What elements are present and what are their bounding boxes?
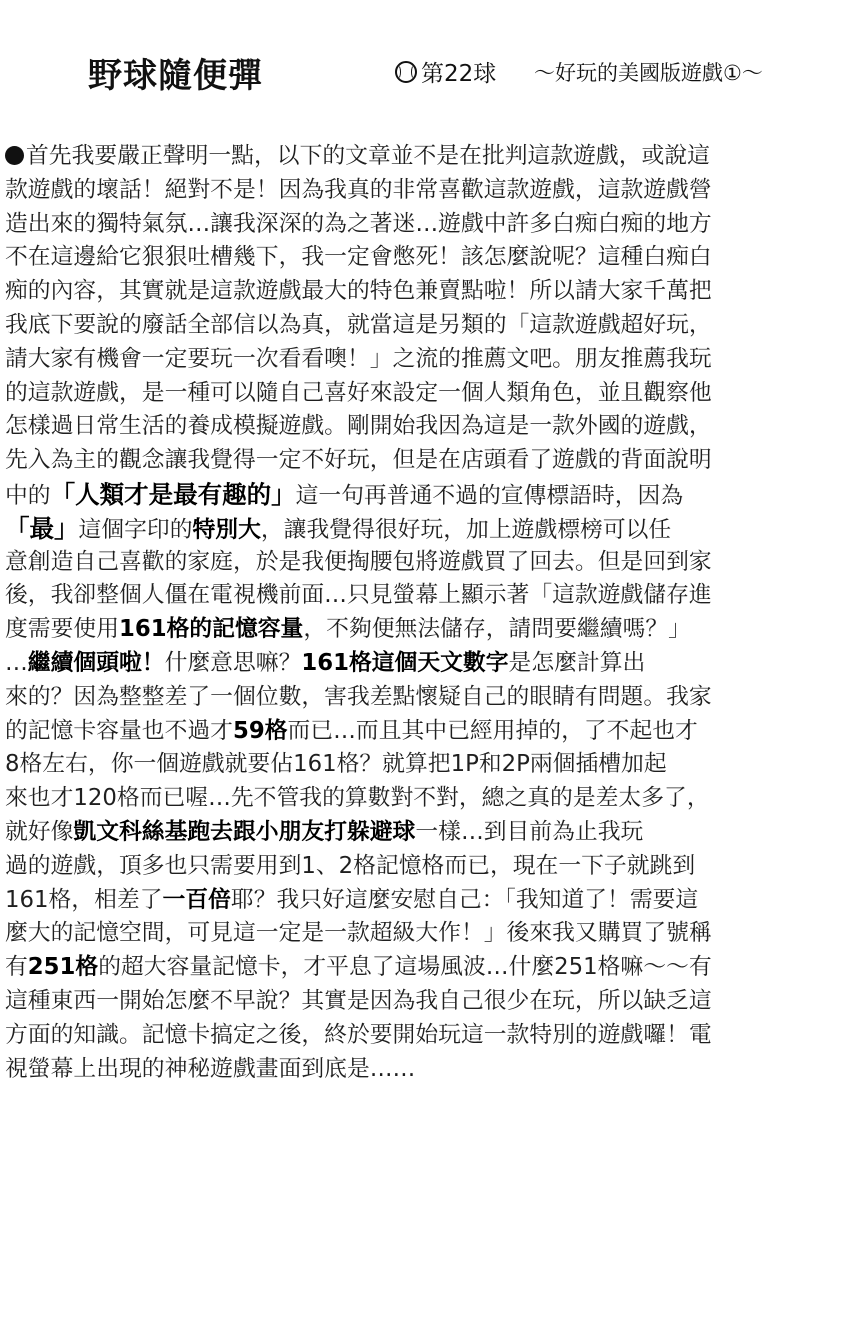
text-line <box>5 782 795 816</box>
text-segment: 而已…而且其中已經用掉的，了不起也才 <box>287 717 698 744</box>
text-line <box>5 917 795 951</box>
text-segment: 請大家有機會一定要玩一次看看噢！」之流的推薦文吧。朋友推薦我玩 <box>5 345 712 372</box>
text-segment: 款遊戲的壞話！絕對不是！因為我真的非常喜歡這款遊戲，這款遊戲營 <box>5 176 712 203</box>
text-segment: 視螢幕上出現的神秘遊戲畫面到底是…… <box>5 1055 416 1082</box>
emphasis-text: 一百倍 <box>162 886 231 913</box>
text-segment: 耶？我只好這麼安慰自己：「我知道了！需要這 <box>230 886 699 913</box>
text-segment: ，讓我覺得很好玩，加上遊戲標榜可以任 <box>260 516 672 543</box>
text-segment: 不在這邊給它狠狠吐槽幾下，我一定會憋死！該怎麼說呢？這種白痴白 <box>5 244 712 271</box>
text-line <box>5 377 795 411</box>
text-line <box>5 174 795 208</box>
text-segment: 怎樣過日常生活的養成模擬遊戲。剛開始我因為這是一款外國的遊戲， <box>5 413 712 440</box>
text-segment: 過的遊戲，頂多也只需要用到1、2格記憶格而已，現在一下子就跳到 <box>5 852 696 879</box>
chapter-subtitle: ～好玩的美國版遊戲①～ <box>534 61 763 85</box>
baseball-icon <box>395 61 417 83</box>
emphasis-text: 繼續個頭啦！ <box>27 649 165 676</box>
text-segment: 麼大的記憶空間，可見這一定是一款超級大作！」後來我又購買了號稱 <box>5 920 712 947</box>
text-segment: 一樣…到目前為止我玩 <box>415 818 644 845</box>
text-segment: 後，我卻整個人僵在電視機前面…只見螢幕上顯示著「這款遊戲儲存進 <box>5 582 712 609</box>
text-segment: 造出來的獨特氣氛…讓我深深的為之著迷…遊戲中許多白痴白痴的地方 <box>5 210 712 237</box>
text-segment: 中的 <box>5 482 51 509</box>
text-segment: 我底下要說的廢話全部信以為真，就當這是另類的「這款遊戲超好玩， <box>5 311 712 338</box>
text-line <box>5 951 795 985</box>
text-segment: 首先我要嚴正聲明一點，以下的文章並不是在批判這款遊戲，或說這 <box>26 143 710 169</box>
text-line <box>5 241 795 275</box>
text-line <box>5 546 795 580</box>
text-line <box>5 275 795 309</box>
text-line <box>5 410 795 444</box>
text-segment: 什麼意思嘛？ <box>164 649 302 676</box>
text-line <box>5 309 795 343</box>
text-segment: 意創造自己喜歡的家庭，於是我便掏腰包將遊戲買了回去。但是回到家 <box>5 548 712 575</box>
text-line <box>5 681 795 715</box>
bullet-icon <box>5 146 24 165</box>
text-line <box>5 715 795 749</box>
text-segment: 的記憶卡容量也不過才 <box>5 717 233 744</box>
series-title: 野球隨便彈 <box>88 56 263 96</box>
text-segment: 有 <box>5 954 28 981</box>
text-line <box>5 1019 795 1053</box>
text-line <box>5 579 795 613</box>
text-segment: 先入為主的觀念讓我覺得一定不好玩，但是在店頭看了遊戲的背面說明 <box>5 447 712 474</box>
text-line <box>5 850 795 884</box>
article-body <box>5 140 795 1086</box>
emphasis-text: 凱文科絲基跑去跟小朋友打躲避球 <box>73 818 416 845</box>
text-line <box>5 512 795 546</box>
emphasis-text: 251格 <box>27 954 99 981</box>
text-segment: 痴的內容，其實就是這款遊戲最大的特色兼賣點啦！所以請大家千萬把 <box>5 278 712 305</box>
text-segment: 度需要使用 <box>5 616 119 643</box>
emphasis-text: 161格的記憶容量 <box>118 616 304 643</box>
text-line <box>5 1053 795 1087</box>
text-segment: 來的？因為整整差了一個位數，害我差點懷疑自己的眼睛有問題。我家 <box>5 683 712 710</box>
text-segment: 8格左右，你一個遊戲就要佔161格？就算把1P和2P兩個插槽加起 <box>5 751 667 778</box>
text-segment: 來也才120格而已喔…先不管我的算數對不對，總之真的是差太多了， <box>5 785 710 812</box>
text-line <box>5 343 795 377</box>
emphasis-text: 161格這個天文數字 <box>301 649 509 676</box>
text-segment: ，不夠便無法儲存，請問要繼續嗎？」 <box>303 616 691 643</box>
text-line <box>5 985 795 1019</box>
chapter-number: 第22球 <box>421 61 497 87</box>
page-header <box>0 38 844 98</box>
text-segment: 這個字印的 <box>78 516 193 543</box>
text-segment: 方面的知識。記憶卡搞定之後，終於要開始玩這一款特別的遊戲囉！電 <box>5 1021 712 1048</box>
text-segment: 的超大容量記憶卡，才平息了這場風波…什麼251格嘛～～有 <box>98 954 712 981</box>
emphasis-text: 59格 <box>232 717 288 744</box>
text-segment: 這一句再普通不過的宣傳標語時，因為 <box>295 482 684 509</box>
text-line <box>5 478 795 512</box>
text-segment: … <box>5 649 28 676</box>
text-line <box>5 748 795 782</box>
chapter-label <box>395 55 496 88</box>
text-line <box>5 444 795 478</box>
text-segment: 這種東西一開始怎麼不早說？其實是因為我自己很少在玩，所以缺乏這 <box>5 987 712 1014</box>
emphasis-text: 「人類才是最有趣的」 <box>50 479 296 509</box>
text-line <box>5 816 795 850</box>
text-line <box>5 613 795 647</box>
text-line <box>5 884 795 918</box>
text-segment: 就好像 <box>5 818 74 845</box>
emphasis-text: 「最」 <box>5 513 79 543</box>
text-segment: 的這款遊戲，是一種可以隨自己喜好來設定一個人類角色，並且觀察他 <box>5 379 712 406</box>
text-line <box>5 140 795 174</box>
emphasis-text: 特別大 <box>192 516 261 543</box>
text-segment: 是怎麼計算出 <box>508 649 646 676</box>
text-line <box>5 647 795 681</box>
text-line <box>5 208 795 242</box>
text-segment: 161格，相差了 <box>5 886 163 913</box>
